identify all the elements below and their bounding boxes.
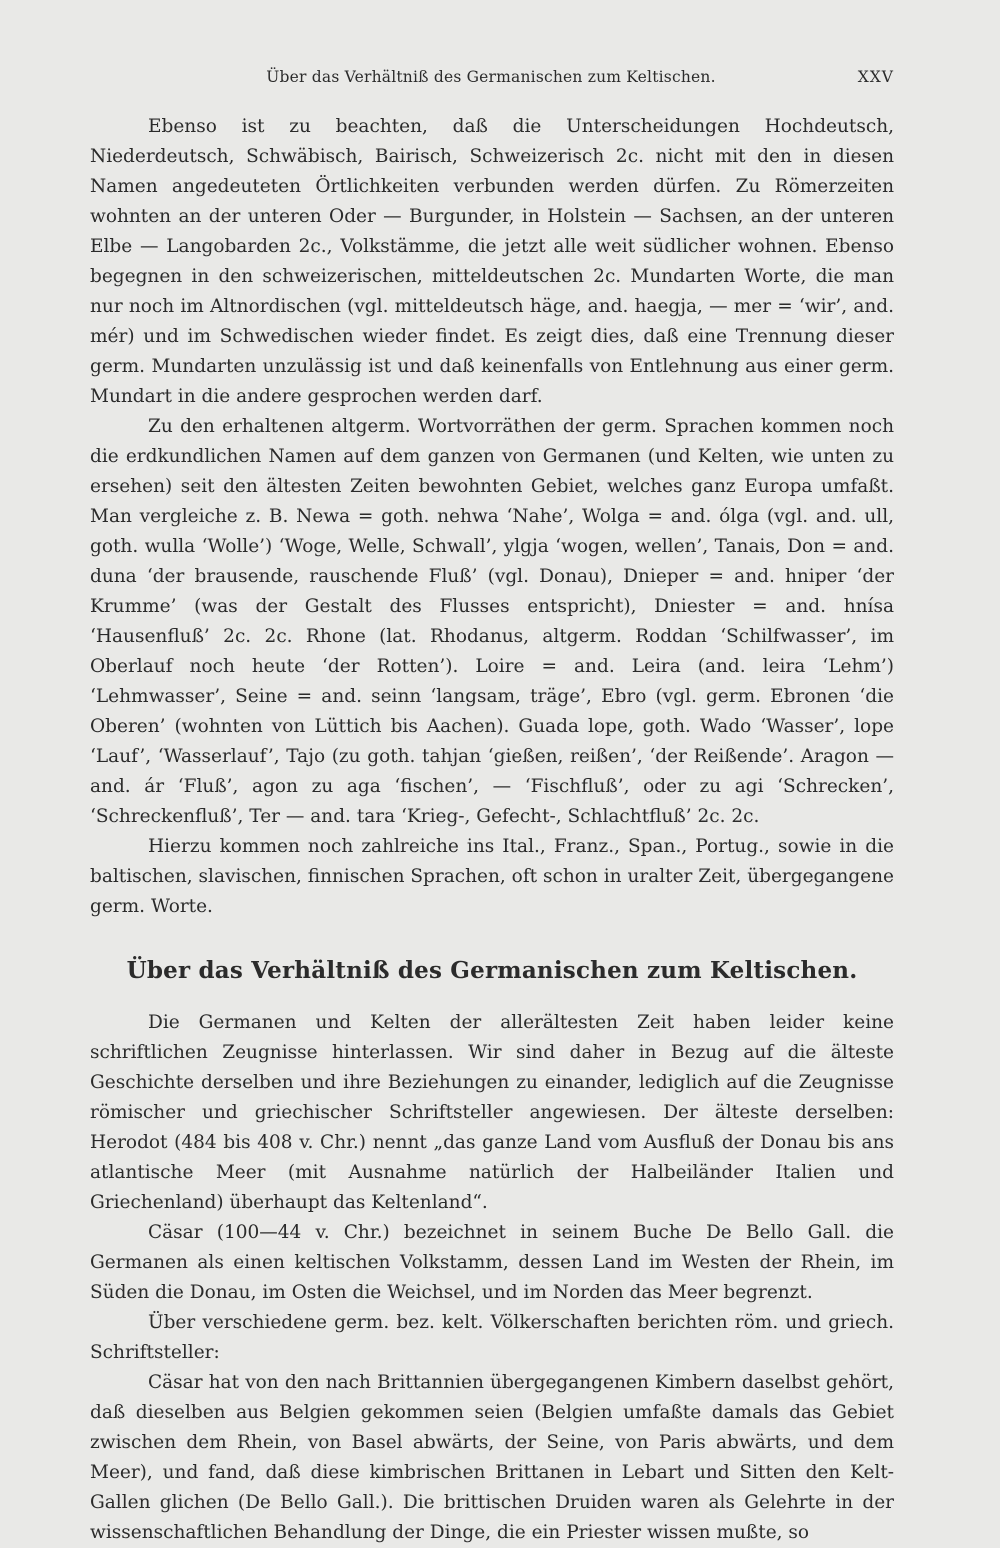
paragraph: Hierzu kommen noch zahlreiche ins Ital., Franz., Span., Portug., sowie in die baltischen, slavischen, finnischen Sprachen, oft schon in uralter Zeit, übergegangene germ. Worte. <box>90 836 894 917</box>
page-body <box>90 112 894 1548</box>
paragraph: Zu den erhaltenen altgerm. Wortvorräthen der germ. Sprachen kommen noch die erdkundlichen Namen auf dem ganzen von Germanen (und Kelten, wie unten zu ersehen) seit den ältesten Zeiten bewohnten Gebiet, welches ganz Europa umfaßt. Man vergleiche z. B. Newa = goth. nehwa ‘Nahe’, Wolga = and. ólga (vgl. and. ull, goth. wulla ‘Wolle’) ‘Woge, Welle, Schwall’, ylgja ‘wogen, wellen’, Tanais, Don = and. duna ‘der brausende, rauschende Fluß’ (vgl. Donau), Dnieper = and. hniper ‘der Krumme’ (was der Gestalt des Flusses entspricht), Dniester = and. hnísa ‘Hausenfluß’ 2c. 2c. Rhone (lat. Rhodanus, altgerm. Roddan ‘Schilfwasser’, im Oberlauf noch heute ‘der Rotten’). Loire = and. Leira (and. leira ‘Lehm’) ‘Lehmwasser’, Seine = and. seinn ‘langsam, träge’, Ebro (vgl. germ. Ebronen ‘die Oberen’ (wohnten von Lüttich bis Aachen). Guada lope, goth. Wado ‘Wasser’, lope ‘Lauf’, ‘Wasserlauf’, Tajo (zu goth. tahjan ‘gießen, reißen’, ‘der Reißende’. Aragon — and. ár ‘Fluß’, agon zu aga ‘fischen’, — ‘Fischfluß’, oder zu agi ‘Schrecken’, ‘Schreckenfluß’, Ter — and. tara ‘Krieg-, Gefecht-, Schlachtfluß’ 2c. 2c. <box>90 416 894 827</box>
paragraph: Cäsar hat von den nach Brittannien übergegangenen Kimbern daselbst gehört, daß dieselben aus Belgien gekommen seien (Belgien umfaßte damals das Gebiet zwischen dem Rhein, von Basel abwärts, der Seine, von Paris abwärts, und dem Meer), und fand, daß diese kimbrischen Brittanen in Lebart und Sitten den Kelt-Gallen glichen (De Bello Gall.). Die brittischen Druiden waren als Gelehrte in der wissenschaftlichen Behandlung der Dinge, die ein Priester wissen mußte, so <box>90 1372 894 1543</box>
running-title: Über das Verhältniß des Germanischen zum Keltischen. <box>266 68 716 86</box>
page-number: XXV <box>857 68 894 86</box>
page-header <box>88 62 894 92</box>
section-heading: Über das Verhältniß des Germanischen zum Keltischen. <box>126 957 858 984</box>
paragraph: Cäsar (100—44 v. Chr.) bezeichnet in seinem Buche De Bello Gall. die Germanen als einen keltischen Volkstamm, dessen Land im Westen der Rhein, im Süden die Donau, im Osten die Weichsel, und im Norden das Meer begrenzt. <box>90 1222 894 1303</box>
paragraph: Die Germanen und Kelten der allerältesten Zeit haben leider keine schriftlichen Zeugnisse hinterlassen. Wir sind daher in Bezug auf die älteste Geschichte derselben und ihre Beziehungen zu einander, lediglich auf die Zeugnisse römischer und griechischer Schriftsteller angewiesen. Der älteste derselben: Herodot (484 bis 408 v. Chr.) nennt „das ganze Land vom Ausfluß der Donau bis ans atlantische Meer (mit Ausnahme natürlich der Halbeiländer Italien und Griechenland) überhaupt das Keltenland“. <box>90 1012 894 1213</box>
paragraph: Über verschiedene germ. bez. kelt. Völkerschaften berichten röm. und griech. Schriftsteller: <box>90 1312 894 1363</box>
paragraph: Ebenso ist zu beachten, daß die Unterscheidungen Hochdeutsch, Niederdeutsch, Schwäbisch, Bairisch, Schweizerisch 2c. nicht mit den in diesen Namen angedeuteten Örtlichkeiten verbunden werden dürfen. Zu Römerzeiten wohnten an der unteren Oder — Burgunder, in Holstein — Sachsen, an der unteren Elbe — Langobarden 2c., Volkstämme, die jetzt alle weit südlicher wohnen. Ebenso begegnen in den schweizerischen, mitteldeutschen 2c. Mundarten Worte, die man nur noch im Altnordischen (vgl. mitteldeutsch häge, and. haegja, — mer = ‘wir’, and. mér) und im Schwedischen wieder findet. Es zeigt dies, daß eine Trennung dieser germ. Mundarten unzulässig ist und daß keinenfalls von Entlehnung aus einer germ. Mundart in die andere gesprochen werden darf. <box>90 116 894 407</box>
